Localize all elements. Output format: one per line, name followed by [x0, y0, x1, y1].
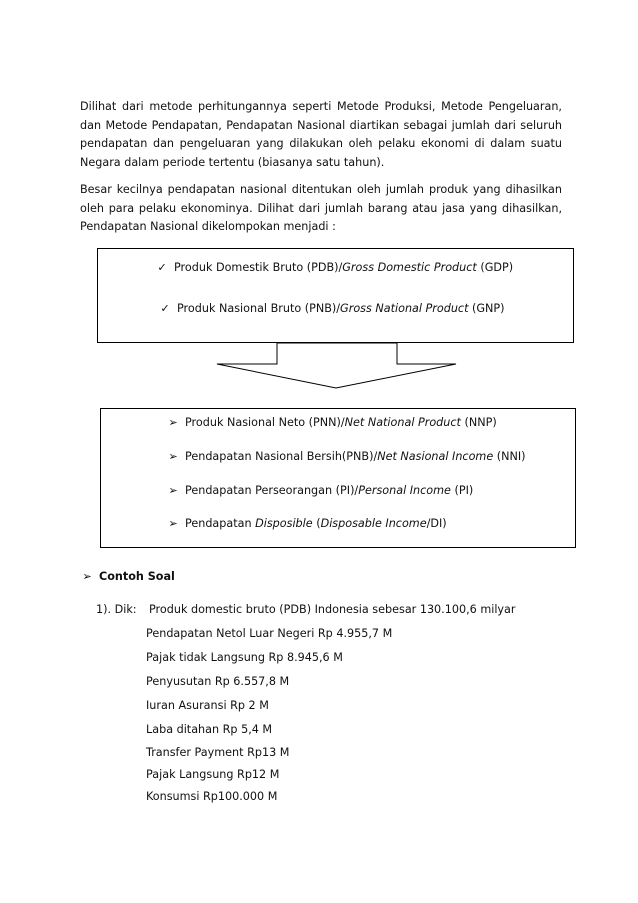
arrow-bullet-icon: ➢: [82, 570, 92, 583]
given-line: Laba ditahan Rp 5,4 M: [146, 723, 273, 736]
given-line: Penyusutan Rp 6.557,8 M: [146, 675, 290, 688]
given-line: Produk domestic bruto (PDB) Indonesia sebesar 130.100,6 milyar: [149, 603, 516, 616]
given-line: Transfer Payment Rp13 M: [146, 746, 290, 759]
pi-item: ➢ Pendapatan Perseorangan (PI)/Personal Income (PI): [166, 484, 473, 497]
gdp-item: ✓ Produk Domestik Bruto (PDB)/Gross Domestic Product (GDP): [155, 261, 513, 274]
nnp-item: ➢ Produk Nasional Neto (PNN)/Net National Product (NNP): [166, 416, 497, 429]
di-item: ➢ Pendapatan Disposible (Disposable Income/DI): [166, 517, 447, 530]
given-line: Konsumsi Rp100.000 M: [146, 790, 278, 803]
arrow-bullet-icon: ➢: [168, 450, 178, 463]
given-line: Pendapatan Netol Luar Negeri Rp 4.955,7 M: [146, 627, 393, 640]
arrow-bullet-icon: ➢: [168, 416, 178, 429]
check-icon: ✓: [157, 261, 167, 274]
contoh-soal-heading: ➢ Contoh Soal: [80, 570, 175, 583]
given-line: Pajak Langsung Rp12 M: [146, 768, 280, 781]
intro-paragraph: Dilihat dari metode perhitungannya seperti Metode Produksi, Metode Pengeluaran, dan Metode Pendapatan, Pendapatan Nasional diartikan sebagai jumlah dari seluruh pendapatan dan pengeluaran yang dilakukan oleh pelaku ekonomi di dalam suatu Negara dalam periode tertentu (biasanya satu tahun).: [80, 100, 562, 169]
nni-item: ➢ Pendapatan Nasional Bersih(PNB)/Net Nasional Income (NNI): [166, 450, 526, 463]
given-line: Iuran Asuransi Rp 2 M: [146, 699, 269, 712]
check-icon: ✓: [160, 302, 170, 315]
arrow-bullet-icon: ➢: [168, 484, 178, 497]
given-line: Pajak tidak Langsung Rp 8.945,6 M: [146, 651, 343, 664]
down-arrow-shape: [0, 0, 638, 420]
arrow-bullet-icon: ➢: [168, 517, 178, 530]
gnp-item: ✓ Produk Nasional Bruto (PNB)/Gross National Product (GNP): [158, 302, 505, 315]
dik-label: 1). Dik:: [96, 603, 137, 616]
classification-paragraph: Besar kecilnya pendapatan nasional ditentukan oleh jumlah produk yang dihasilkan oleh para pelaku ekonominya. Dilihat dari jumlah barang atau jasa yang dihasilkan, Pendapatan Nasional dikelompokan menjadi :: [80, 183, 562, 234]
